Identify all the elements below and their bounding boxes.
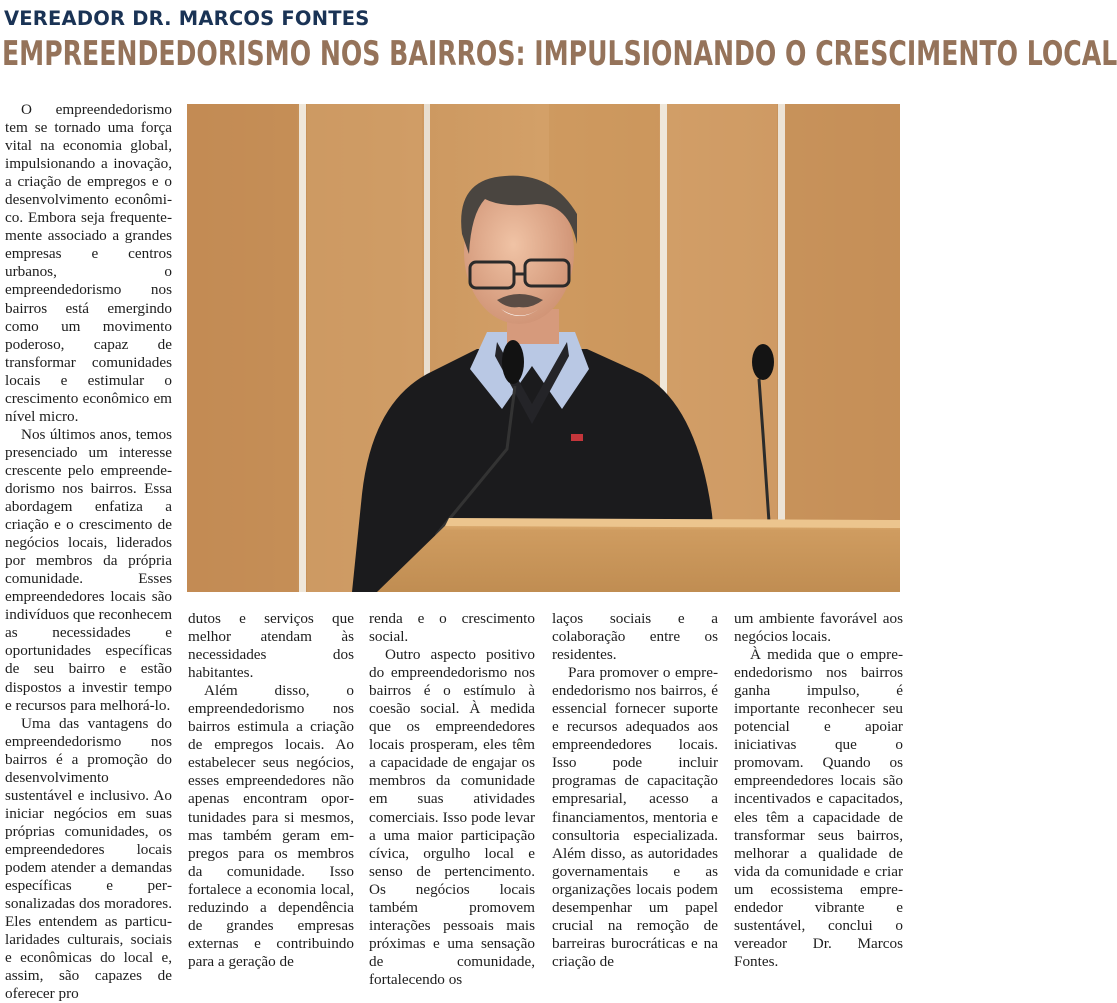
article-column-4 <box>552 610 718 971</box>
section-kicker: VEREADOR DR. MARCOS FONTES <box>4 7 370 30</box>
paragraph-continuation: renda e o crescimento social. <box>369 610 535 646</box>
paragraph: Nos últimos anos, temos presenciado um interesse crescente pelo empreendedorismo nos bairros. Essa abordagem enfatiza a criação e o crescimento de negócios locais, liderados por membros da própria comunidade. Esses empreendedores locais são indivíduos que reconhecem as necessidades e oportunidades específicas de seu bairro e estão dispostos a investir tempo e recursos para melhorá-lo. <box>5 425 173 714</box>
article-column-2 <box>188 610 354 971</box>
article-column-1 <box>5 101 172 1003</box>
article-column-3 <box>369 610 535 989</box>
paragraph: À medida que o empreendedorismo nos bairros ganha impulso, é importante reconhecer seu potencial e apoiar iniciativas que o promovam. Quando os empreendedores locais são incentivados e capacitados, eles têm a capacidade de transformar seus bairros, melhorar a qualidade de vida da comunidade e criar um ecossistema empreendedor vibrante e sustentável, conclui o vereador Dr. Marcos Fontes. <box>734 646 903 970</box>
headline: EMPREENDEDORISMO NOS BAIRROS: IMPULSIONANDO O CRESCIMENTO LOCAL <box>2 34 1117 74</box>
paragraph: Além disso, o empreendedorismo nos bairros estimula a criação de empregos locais. Ao estabelecer seus negócios, esses empreendedores não apenas encontram oportunidades para si mesmos, mas também geram empregos para os membros da comunidade. Isso fortalece a economia local, reduzindo a dependência de grandes empresas externas e contribuindo para a geração de <box>188 682 354 970</box>
paragraph-continuation: dutos e serviços que melhor atendam às necessidades dos habitantes. <box>188 610 354 682</box>
paragraph: Para promover o empreendedorismo nos bairros, é essencial fornecer suporte e recursos adequados aos empreendedores locais. Isso pode incluir programas de capacitação empresarial, acesso a financiamentos, mentoria e consultoria especializada. Além disso, as autoridades governamentais e as organizações locais podem desempenhar um papel crucial na remoção de barreiras burocráticas e na criação de <box>552 664 718 970</box>
paragraph-continuation: laços sociais e a colaboração entre os residentes. <box>552 610 718 664</box>
photo-speaker-at-podium <box>187 104 900 592</box>
paragraph: Outro aspecto positivo do empreendedorismo nos bairros é o estímulo à coesão social. À medida que os empreendedores locais prosperam, eles têm a capacidade de engajar os membros da comunidade em suas atividades comerciais. Isso pode levar a uma maior participação cívica, orgulho local e senso de pertencimento. Os negócios locais também promovem interações pessoais mais próximas e uma sensação de comunidade, fortalecendo os <box>369 646 535 988</box>
paragraph: Uma das vantagens do empreendedorismo nos bairros é a promoção do desenvolvimento sustentável e inclusivo. Ao iniciar negócios em suas próprias comunidades, os empreendedores locais podem atender a demandas específicas e personalizadas dos moradores. Eles entendem as particularidades culturais, sociais e econômicas do local e, assim, são capazes de oferecer pro <box>5 714 172 1003</box>
paragraph: O empreendedorismo tem se tornado uma força vital na economia global, impulsionando a inovação, a criação de empregos e o desenvolvimento econômico. Embora seja frequentemente associado a grandes empresas e centros urbanos, o empreendedorismo nos bairros está emergindo como um movimento poderoso, capaz de transformar comunidades locais e estimular o crescimento econômico em nível micro. <box>5 101 172 425</box>
article-column-5 <box>734 610 903 971</box>
paragraph-continuation: um ambiente favorável aos negócios locais. <box>734 610 903 646</box>
